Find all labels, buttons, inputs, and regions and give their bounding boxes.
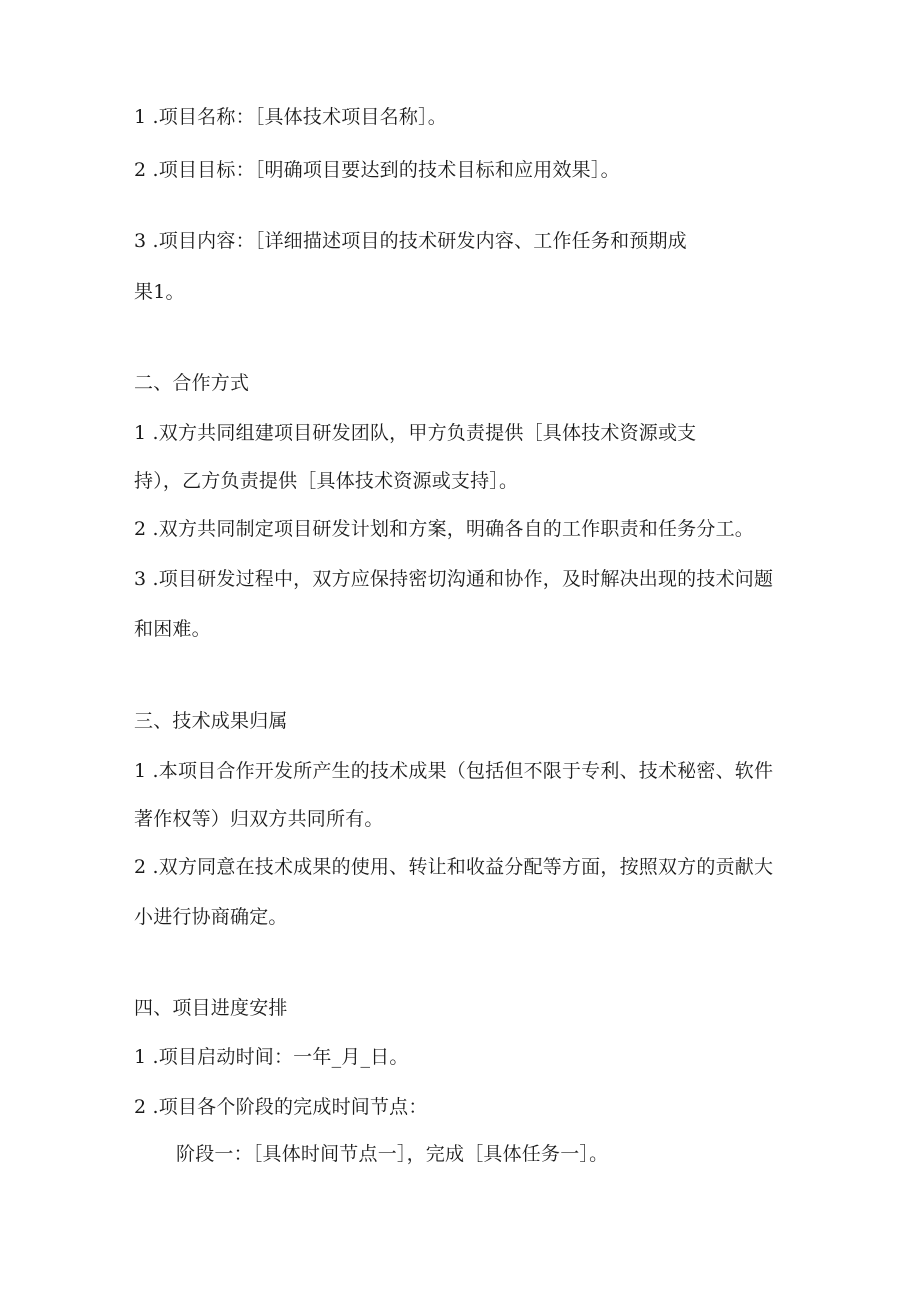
- project-name-line: 1 .项目名称：［具体技术项目名称］。: [134, 106, 447, 128]
- ownership-item-1-cont: 著作权等）归双方共同所有。: [134, 808, 384, 830]
- cooperation-item-3: 3 .项目研发过程中，双方应保持密切沟通和协作，及时解决出现的技术问题: [134, 568, 774, 590]
- ownership-item-2-cont: 小进行协商确定。: [134, 906, 288, 928]
- schedule-item-2: 2 .项目各个阶段的完成时间节点：: [134, 1096, 428, 1118]
- cooperation-item-1: 1 .双方共同组建项目研发团队，甲方负责提供［具体技术资源或支: [134, 422, 697, 444]
- schedule-stage-1: 阶段一：［具体时间节点一］，完成［具体任务一］。: [176, 1143, 609, 1165]
- cooperation-item-1-cont: 持），乙方负责提供［具体技术资源或支持］。: [134, 470, 519, 492]
- cooperation-item-2: 2 .双方共同制定项目研发计划和方案，明确各自的工作职责和任务分工。: [134, 518, 754, 540]
- section-heading-ownership: 三、技术成果归属: [134, 710, 288, 732]
- ownership-item-1: 1 .本项目合作开发所产生的技术成果（包括但不限于专利、技术秘密、软件: [134, 760, 774, 782]
- cooperation-item-3-cont: 和困难。: [134, 618, 211, 640]
- schedule-item-1: 1 .项目启动时间：一年_月_日。: [134, 1046, 409, 1068]
- ownership-item-2: 2 .双方同意在技术成果的使用、转让和收益分配等方面，按照双方的贡献大: [134, 856, 774, 878]
- section-heading-schedule: 四、项目进度安排: [134, 997, 288, 1019]
- section-heading-cooperation: 二、合作方式: [134, 372, 250, 394]
- project-content-line: 3 .项目内容：［详细描述项目的技术研发内容、工作任务和预期成: [134, 230, 687, 252]
- project-goal-line: 2 .项目目标：［明确项目要达到的技术目标和应用效果］。: [134, 159, 620, 181]
- project-content-line-cont: 果1。: [134, 281, 185, 303]
